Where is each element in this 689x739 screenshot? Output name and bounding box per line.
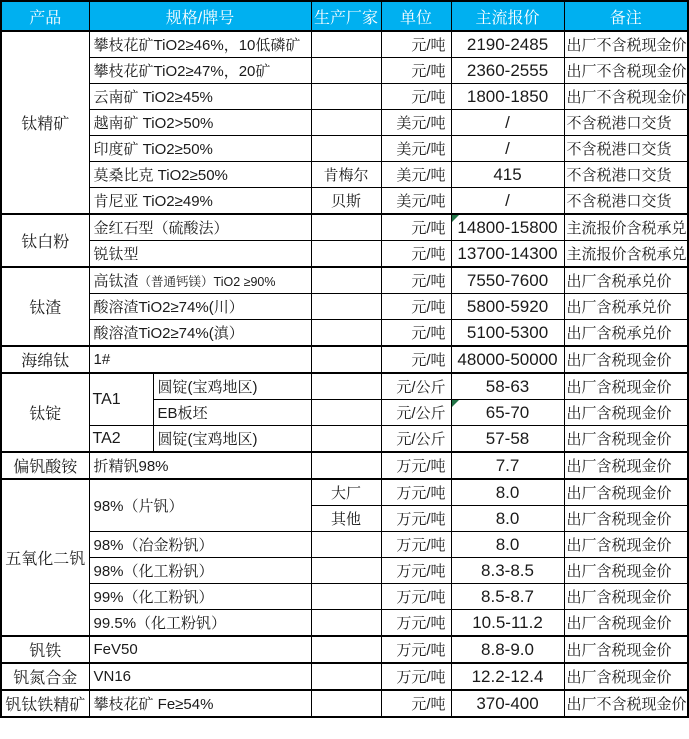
- manufacturer-cell: [311, 267, 381, 294]
- unit-cell: 美元/吨: [381, 110, 451, 136]
- col-header-price: 主流报价: [451, 1, 564, 31]
- table-row: [1, 31, 688, 58]
- manufacturer-cell: [311, 294, 381, 320]
- note-cell: 出厂含税现金价: [564, 532, 688, 558]
- spec-cell: 98%（化工粉钒）: [89, 558, 311, 584]
- unit-cell: 元/公斤: [381, 426, 451, 453]
- price-cell: 2190-2485: [451, 31, 564, 58]
- col-header-manufacturer: 生产厂家: [311, 1, 381, 31]
- product-cell: 钛渣: [1, 267, 89, 346]
- table-row: [1, 584, 688, 610]
- price-cell: 58-63: [451, 373, 564, 400]
- note-cell: 出厂含税承兑价: [564, 267, 688, 294]
- table-row: [1, 532, 688, 558]
- unit-cell: 元/吨: [381, 58, 451, 84]
- spec-cell: 攀枝花矿 Fe≥54%: [89, 690, 311, 717]
- table-row: [1, 558, 688, 584]
- spec-cell: 印度矿 TiO2≥50%: [89, 136, 311, 162]
- manufacturer-cell: [311, 58, 381, 84]
- spec-cell: 99.5%（化工粉钒）: [89, 610, 311, 637]
- unit-cell: 元/吨: [381, 267, 451, 294]
- manufacturer-cell: [311, 558, 381, 584]
- product-cell: 钒氮合金: [1, 663, 89, 690]
- price-cell: /: [451, 188, 564, 215]
- manufacturer-cell: [311, 636, 381, 663]
- table-row: [1, 663, 688, 690]
- note-cell: 不含税港口交货: [564, 162, 688, 188]
- note-cell: 出厂不含税现金价: [564, 690, 688, 717]
- note-cell: 出厂含税现金价: [564, 558, 688, 584]
- unit-cell: 元/吨: [381, 346, 451, 373]
- note-cell: 不含税港口交货: [564, 110, 688, 136]
- comment-marker-icon: [452, 215, 459, 222]
- price-cell: 415: [451, 162, 564, 188]
- grade-cell: TA1: [89, 373, 153, 426]
- unit-cell: 元/吨: [381, 214, 451, 241]
- note-cell: 出厂含税现金价: [564, 346, 688, 373]
- spec-cell: 攀枝花矿TiO2≥46%，10低磷矿: [89, 31, 311, 58]
- note-cell: 出厂不含税现金价: [564, 58, 688, 84]
- unit-cell: 万元/吨: [381, 532, 451, 558]
- note-cell: 出厂含税现金价: [564, 610, 688, 637]
- price-cell: 12.2-12.4: [451, 663, 564, 690]
- note-cell: 出厂含税承兑价: [564, 320, 688, 347]
- spec-cell: 酸溶渣TiO2≥74%(滇）: [89, 320, 311, 347]
- spec-cell: EB板坯: [153, 400, 311, 426]
- table-row: [1, 162, 688, 188]
- spec-cell: 莫桑比克 TiO2≥50%: [89, 162, 311, 188]
- note-cell: 不含税港口交货: [564, 136, 688, 162]
- spec-cell: 98%（冶金粉钒）: [89, 532, 311, 558]
- unit-cell: 元/公斤: [381, 373, 451, 400]
- table-row: [1, 136, 688, 162]
- unit-cell: 万元/吨: [381, 479, 451, 506]
- manufacturer-cell: 肯梅尔: [311, 162, 381, 188]
- comment-marker-icon: [452, 400, 459, 407]
- table-row: [1, 636, 688, 663]
- spec-cell: 攀枝花矿TiO2≥47%，20矿: [89, 58, 311, 84]
- price-cell: 5800-5920: [451, 294, 564, 320]
- note-cell: 出厂含税现金价: [564, 506, 688, 532]
- note-cell: 出厂含税现金价: [564, 452, 688, 479]
- price-cell: /: [451, 110, 564, 136]
- manufacturer-cell: [311, 690, 381, 717]
- manufacturer-cell: [311, 320, 381, 347]
- unit-cell: 万元/吨: [381, 452, 451, 479]
- price-cell: 1800-1850: [451, 84, 564, 110]
- unit-cell: 美元/吨: [381, 188, 451, 215]
- table-row: [1, 479, 688, 506]
- product-cell: 钒钛铁精矿: [1, 690, 89, 717]
- price-cell: 10.5-11.2: [451, 610, 564, 637]
- table-row: [1, 267, 688, 294]
- product-cell: 海绵钛: [1, 346, 89, 373]
- spec-cell: 折精钒98%: [89, 452, 311, 479]
- price-cell: 2360-2555: [451, 58, 564, 84]
- manufacturer-cell: [311, 136, 381, 162]
- note-cell: 出厂含税现金价: [564, 663, 688, 690]
- grade-cell: TA2: [89, 426, 153, 453]
- price-cell: 370-400: [451, 690, 564, 717]
- unit-cell: 元/吨: [381, 31, 451, 58]
- unit-cell: 万元/吨: [381, 584, 451, 610]
- manufacturer-cell: [311, 663, 381, 690]
- price-cell: 57-58: [451, 426, 564, 453]
- table-row: [1, 58, 688, 84]
- manufacturer-cell: [311, 532, 381, 558]
- table-row: [1, 294, 688, 320]
- price-cell: [451, 400, 564, 426]
- table-row: [1, 320, 688, 347]
- price-value: 14800-15800: [457, 217, 558, 237]
- manufacturer-cell: [311, 426, 381, 453]
- product-cell: 钛锭: [1, 373, 89, 452]
- table-row: [1, 373, 688, 400]
- product-cell: 钛精矿: [1, 31, 89, 214]
- price-cell: 8.8-9.0: [451, 636, 564, 663]
- manufacturer-cell: [311, 84, 381, 110]
- spec-sub: （普通钙镁）TiO2 ≥90%: [138, 275, 276, 289]
- spec-cell: VN16: [89, 663, 311, 690]
- manufacturer-cell: [311, 400, 381, 426]
- unit-cell: 元/吨: [381, 690, 451, 717]
- table-row: [1, 452, 688, 479]
- unit-cell: 美元/吨: [381, 136, 451, 162]
- spec-cell: 越南矿 TiO2>50%: [89, 110, 311, 136]
- price-cell: 8.3-8.5: [451, 558, 564, 584]
- note-cell: 出厂含税现金价: [564, 479, 688, 506]
- unit-cell: 万元/吨: [381, 610, 451, 637]
- table-row: [1, 188, 688, 215]
- spec-cell: 锐钛型: [89, 241, 311, 268]
- table-row: [1, 426, 688, 453]
- table-row: [1, 610, 688, 637]
- table-row: [1, 84, 688, 110]
- note-cell: 出厂不含税现金价: [564, 31, 688, 58]
- price-cell: 8.0: [451, 532, 564, 558]
- table-row: [1, 241, 688, 268]
- spec-cell: [89, 267, 311, 294]
- manufacturer-cell: [311, 610, 381, 637]
- unit-cell: 万元/吨: [381, 558, 451, 584]
- table-row: [1, 346, 688, 373]
- unit-cell: 元/公斤: [381, 400, 451, 426]
- spec-main: 高钛渣: [93, 273, 139, 290]
- manufacturer-cell: [311, 373, 381, 400]
- note-cell: 出厂含税现金价: [564, 400, 688, 426]
- price-value: 65-70: [485, 402, 530, 422]
- manufacturer-cell: [311, 452, 381, 479]
- manufacturer-cell: [311, 31, 381, 58]
- spec-cell: 圆锭(宝鸡地区): [153, 426, 311, 453]
- price-cell: 8.0: [451, 479, 564, 506]
- unit-cell: 万元/吨: [381, 663, 451, 690]
- price-cell: 13700-14300: [451, 241, 564, 268]
- price-cell: /: [451, 136, 564, 162]
- table-row: [1, 110, 688, 136]
- spec-cell: 酸溶渣TiO2≥74%(川）: [89, 294, 311, 320]
- spec-cell: 金红石型（硫酸法）: [89, 214, 311, 241]
- note-cell: 不含税港口交货: [564, 188, 688, 215]
- col-header-product: 产品: [1, 1, 89, 31]
- unit-cell: 元/吨: [381, 84, 451, 110]
- header-row: [1, 1, 688, 31]
- product-cell: 钒铁: [1, 636, 89, 663]
- unit-cell: 万元/吨: [381, 506, 451, 532]
- product-cell: 偏钒酸铵: [1, 452, 89, 479]
- price-cell: 8.0: [451, 506, 564, 532]
- spec-cell: FeV50: [89, 636, 311, 663]
- spec-cell: 99%（化工粉钒）: [89, 584, 311, 610]
- note-cell: 出厂含税现金价: [564, 373, 688, 400]
- spec-cell: 圆锭(宝鸡地区): [153, 373, 311, 400]
- note-cell: 出厂含税现金价: [564, 636, 688, 663]
- unit-cell: 元/吨: [381, 241, 451, 268]
- price-cell: [451, 214, 564, 241]
- table-row: [1, 690, 688, 717]
- price-cell: 8.5-8.7: [451, 584, 564, 610]
- spec-cell: 1#: [89, 346, 311, 373]
- product-cell: 五氧化二钒: [1, 479, 89, 636]
- unit-cell: 美元/吨: [381, 162, 451, 188]
- note-cell: 出厂含税现金价: [564, 426, 688, 453]
- manufacturer-cell: 大厂: [311, 479, 381, 506]
- col-header-unit: 单位: [381, 1, 451, 31]
- manufacturer-cell: [311, 241, 381, 268]
- price-cell: 5100-5300: [451, 320, 564, 347]
- product-cell: 钛白粉: [1, 214, 89, 267]
- spec-cell: 云南矿 TiO2≥45%: [89, 84, 311, 110]
- manufacturer-cell: [311, 584, 381, 610]
- spec-cell: 98%（片钒）: [89, 479, 311, 532]
- unit-cell: 元/吨: [381, 294, 451, 320]
- manufacturer-cell: [311, 110, 381, 136]
- note-cell: 出厂含税现金价: [564, 584, 688, 610]
- price-cell: 7550-7600: [451, 267, 564, 294]
- manufacturer-cell: 其他: [311, 506, 381, 532]
- price-cell: 48000-50000: [451, 346, 564, 373]
- manufacturer-cell: 贝斯: [311, 188, 381, 215]
- note-cell: 主流报价含税承兑: [564, 214, 688, 241]
- note-cell: 主流报价含税承兑: [564, 241, 688, 268]
- spec-cell: 肯尼亚 TiO2≥49%: [89, 188, 311, 215]
- col-header-spec: 规格/牌号: [89, 1, 311, 31]
- manufacturer-cell: [311, 214, 381, 241]
- col-header-note: 备注: [564, 1, 688, 31]
- manufacturer-cell: [311, 346, 381, 373]
- unit-cell: 万元/吨: [381, 636, 451, 663]
- price-cell: 7.7: [451, 452, 564, 479]
- note-cell: 出厂含税承兑价: [564, 294, 688, 320]
- table-row: [1, 214, 688, 241]
- note-cell: 出厂不含税现金价: [564, 84, 688, 110]
- unit-cell: 元/吨: [381, 320, 451, 347]
